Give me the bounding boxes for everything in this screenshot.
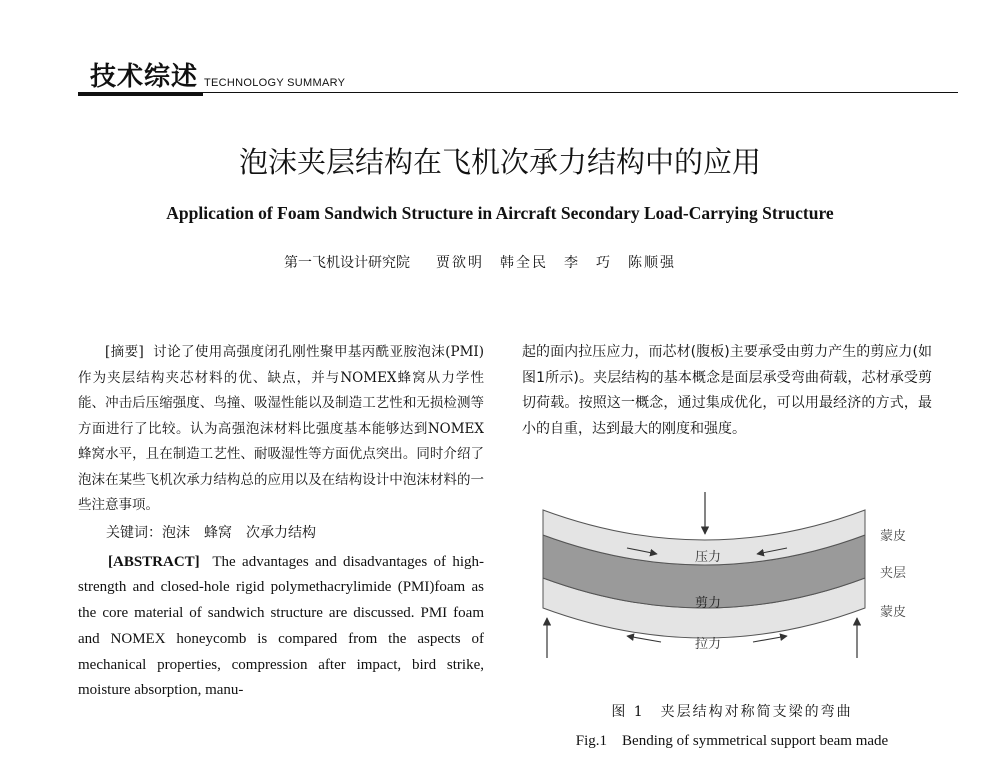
abstract-cn-label: [摘要]: [105, 344, 144, 360]
label-core: 夹层: [880, 566, 907, 581]
keywords-text: 泡沫 蜂窝 次承力结构: [162, 524, 316, 541]
header-rule-thick: [78, 92, 203, 96]
author-names: 贾欲明 韩全民 李 巧 陈顺强: [436, 255, 676, 271]
tension-arrow-left: [627, 636, 661, 642]
section-title-en: TECHNOLOGY SUMMARY: [204, 77, 346, 89]
label-skin-bottom: 蒙皮: [880, 605, 907, 620]
label-tension: 拉力: [695, 637, 722, 652]
left-column: [78, 340, 484, 704]
keywords: [78, 521, 484, 546]
label-shear: 剪力: [695, 596, 722, 611]
abstract-cn: [78, 340, 484, 519]
article-title-cn: 泡沫夹层结构在飞机次承力结构中的应用: [238, 145, 761, 179]
figure-caption-cn: 图 1 夹层结构对称简支梁的弯曲: [611, 704, 853, 720]
body-paragraph: 起的面内拉压应力，而芯材(腹板)主要承受由剪力产生的剪应力(如图1所示)。夹层结构的基本概念是面层承受弯曲荷载，芯材承受剪切荷载。按照这一概念，通过集成优化，可以用最经济的方式，最小的自重，达到最大的刚度和强度。: [522, 344, 932, 437]
figure-caption-en: Fig.1 Bending of symmetrical support beam made: [575, 733, 889, 749]
institution: 第一飞机设计研究院: [284, 255, 410, 271]
figure-1-diagram: [535, 490, 955, 660]
header-rule-thin: [203, 92, 958, 93]
author-line: [284, 252, 744, 272]
label-compression: 压力: [695, 550, 722, 565]
right-column: [522, 340, 932, 442]
tension-arrow-right: [753, 636, 787, 642]
section-title-cn: 技术综述: [90, 62, 199, 92]
abstract-en: [78, 550, 484, 705]
abstract-en-text: The advantages and disadvantages of high-strength and closed-hole rigid polymethacrylimide (PMI)foam as the core material of sandwich structure are discussed. PMI foam and NOMEX honeycomb is compared from the aspects of mechanical properties, compression after impact, bird strike, moisture absorption, manu-: [78, 553, 484, 699]
keywords-label: 关键词：: [106, 524, 162, 541]
label-skin-top: 蒙皮: [880, 529, 907, 544]
abstract-en-label: [ABSTRACT]: [108, 553, 200, 570]
journal-header: [78, 56, 958, 98]
article-title-en: Application of Foam Sandwich Structure in Aircraft Secondary Load-Carrying Structure: [166, 203, 834, 223]
abstract-cn-text: 讨论了使用高强度闭孔刚性聚甲基丙酰亚胺泡沫(PMI)作为夹层结构夹芯材料的优、缺点，并与NOMEX蜂窝从力学性能、冲击后压缩强度、鸟撞、吸湿性能以及制造工艺性和无损检测等方面进行了比较。认为高强泡沫材料比强度基本能够达到NOMEX蜂窝水平，且在制造工艺性、耐吸湿性等方面优点突出。同时介绍了泡沫在某些飞机次承力结构总的应用以及在结构设计中泡沫材料的一些注意事项。: [78, 344, 484, 513]
